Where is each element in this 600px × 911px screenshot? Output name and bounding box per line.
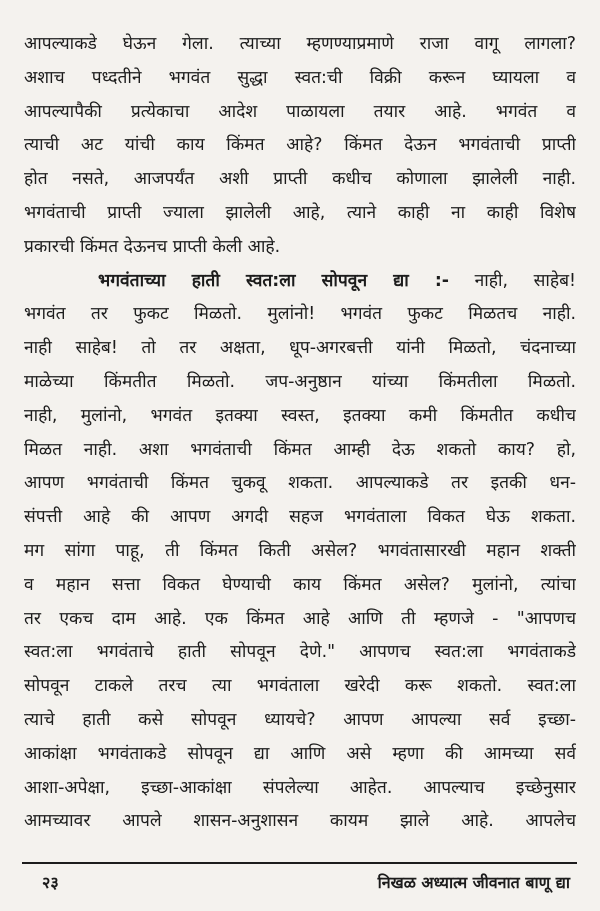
text-line: नाही, मुलांनो, भगवंत इतक्या स्वस्त, इतक्या कमी किंमतीत कधीच <box>24 405 576 426</box>
text-line: मिळत नाही. अशा भगवंताची किंमत आम्ही देऊ शकतो काय? हो, <box>24 439 576 460</box>
text-line: आकांक्षा भगवंताकडे सोपवून द्या आणि असे म्हणा की आमच्या सर्व <box>24 743 576 764</box>
text-line: नाही साहेब! तो तर अक्षता, धूप-अगरबत्ती यांनी मिळतो, चंदनाच्या <box>24 338 576 359</box>
text-line: आमच्यावर आपले शासन-अनुशासन कायम झाले आहे. आपलेच <box>24 811 576 832</box>
page-number: २३ <box>42 873 59 892</box>
running-footer-title: निखळ अध्यात्म जीवनात बाणू द्या <box>377 873 570 892</box>
footer-divider <box>22 862 577 864</box>
text-line: आपल्याकडे घेऊन गेला. त्याच्या म्हणण्याप्रमाणे राजा वागू लागला? <box>24 34 576 54</box>
text-line: अशाच पध्दतीने भगवंत सुद्धा स्वत:ची विक्री करून घ्यायला व <box>24 67 576 88</box>
heading-line-rest: नाही, साहेब! <box>449 270 576 291</box>
text-line: संपत्ती आहे की आपण अगदी सहज भगवंताला विकत घेऊ शकता. <box>24 507 576 528</box>
text-line: स्वत:ला भगवंताचे हाती सोपवून देणे." आपणच स्वत:ला भगवंताकडे <box>24 642 576 663</box>
text-line: मग सांगा पाहू, ती किंमत किती असेल? भगवंतासारखी महान शक्ती <box>24 540 576 561</box>
text-line: व महान सत्ता विकत घेण्याची काय किंमत असेल? मुलांनो, त्यांचा <box>24 574 576 595</box>
text-line: आशा-अपेक्षा, इच्छा-आकांक्षा संपलेल्या आहेत. आपल्याच इच्छेनुसार <box>24 777 576 798</box>
text-line: भगवंताची प्राप्ती ज्याला झालेली आहे, त्याने काही ना काही विशेष <box>24 202 576 223</box>
text-line: प्रकारची किंमत देऊनच प्राप्ती केली आहे. <box>24 236 281 257</box>
text-line: भगवंत तर फुकट मिळतो. मुलांनो! भगवंत फुकट मिळतच नाही. <box>24 304 576 325</box>
text-line: तर एकच दाम आहे. एक किंमत आहे आणि ती म्हणजे - "आपणच <box>24 608 576 629</box>
text-line: आपण भगवंताची किंमत चुकवू शकता. आपल्याकडे तर इतकी धन- <box>24 473 576 494</box>
section-heading-line <box>24 265 576 299</box>
text-line: त्याची अट यांची काय किंमत आहे? किंमत देऊन भगवंताची प्राप्ती <box>24 135 576 156</box>
text-line: माळेच्या किंमतीत मिळतो. जप-अनुष्ठान यांच्या किंमतीला मिळतो. <box>24 371 576 392</box>
section-heading: भगवंताच्या हाती स्वत:ला सोपवून द्या :- <box>98 270 449 291</box>
text-line: सोपवून टाकले तरच त्या भगवंताला खरेदी करू शकतो. स्वत:ला <box>24 676 576 697</box>
text-line: आपल्यापैकी प्रत्येकाचा आदेश पाळायला तयार आहे. भगवंत व <box>24 101 576 122</box>
text-line: होत नसते, आजपर्यंत अशी प्राप्ती कधीच कोणाला झालेली नाही. <box>24 169 576 190</box>
body-text <box>24 0 576 839</box>
text-line: त्याचे हाती कसे सोपवून ध्यायचे? आपण आपल्या सर्व इच्छा- <box>24 709 576 730</box>
